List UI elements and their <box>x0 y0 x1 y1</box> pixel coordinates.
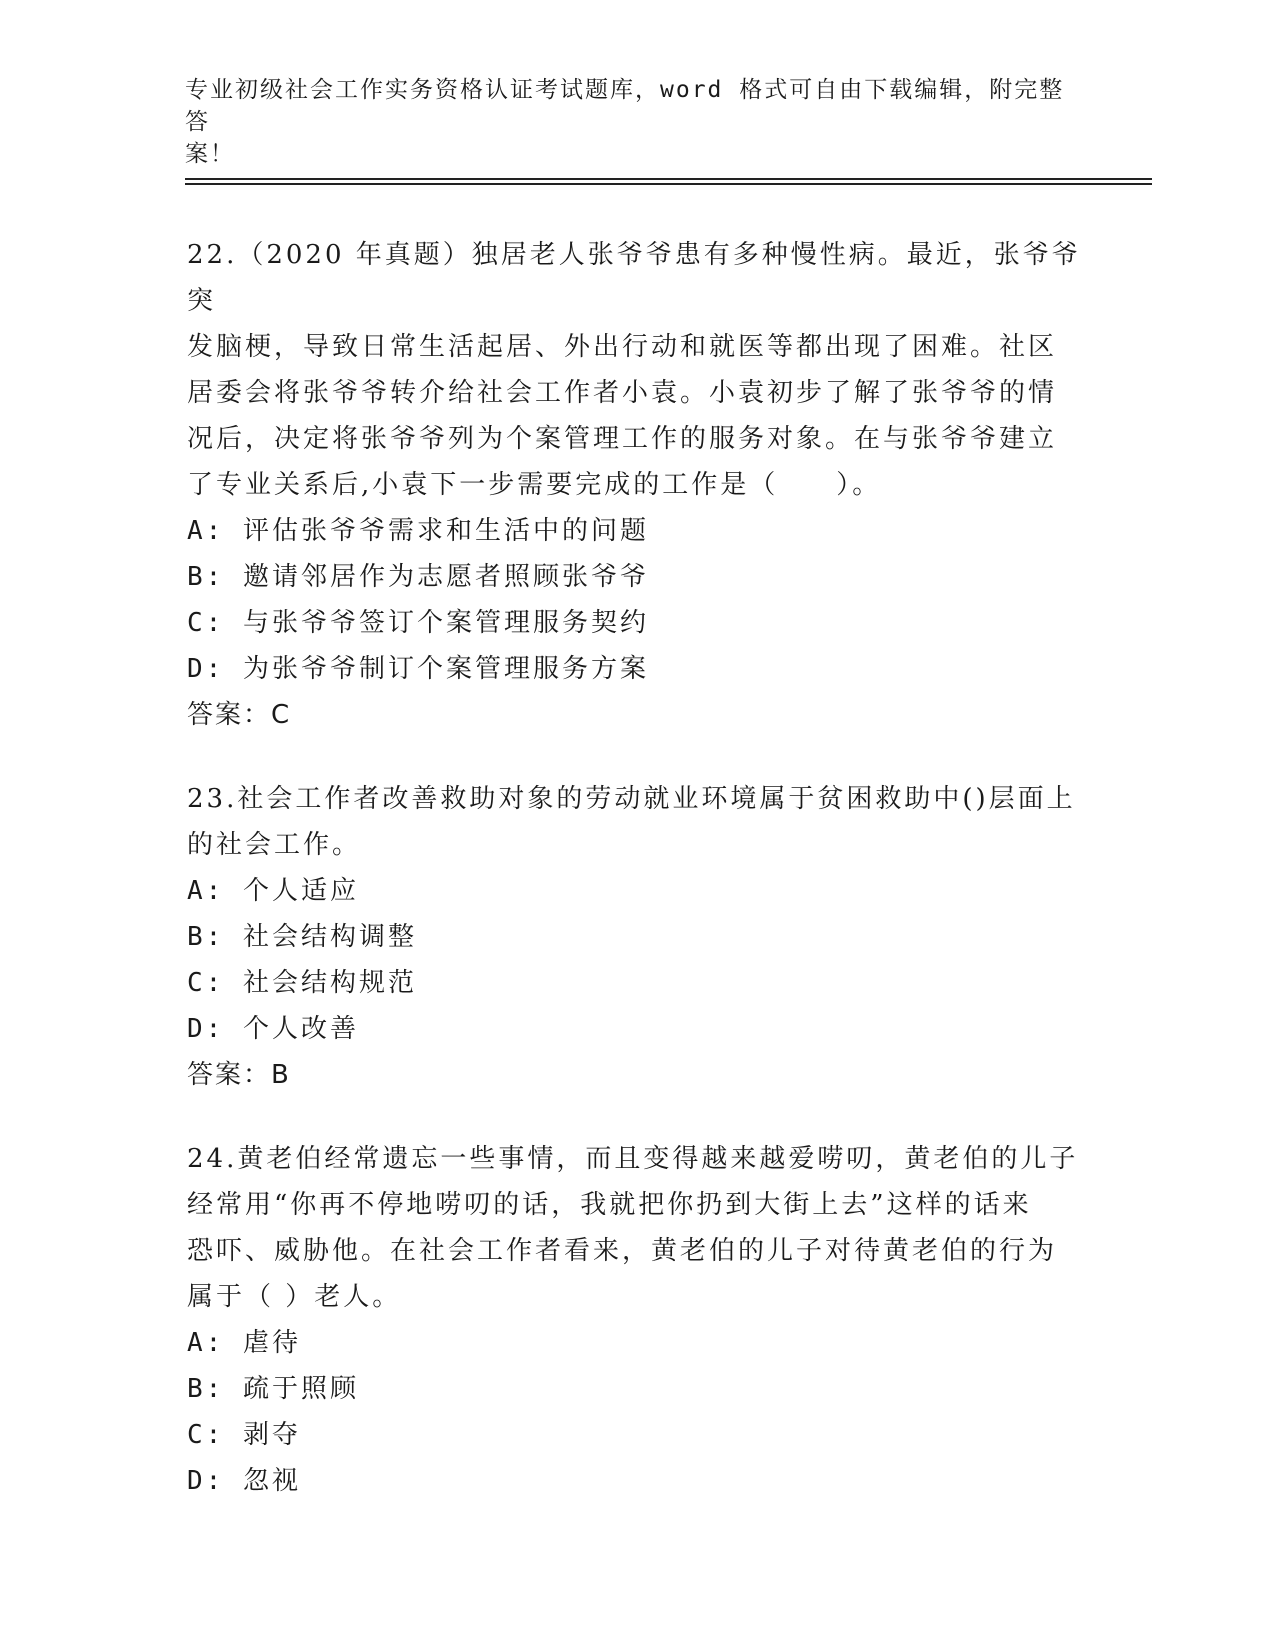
question-stem-line: 了专业关系后,小袁下一步需要完成的工作是（ ）。 <box>187 470 882 500</box>
option-a: A: 虐待 <box>187 1328 301 1358</box>
option-d: D: 忽视 <box>187 1466 301 1496</box>
option-d: D: 为张爷爷制订个案管理服务方案 <box>187 654 649 684</box>
option-d: D: 个人改善 <box>187 1014 359 1044</box>
answer-text: 答案：C <box>187 700 292 730</box>
header-line-2: 案！ <box>185 141 235 167</box>
option-b: B: 社会结构调整 <box>187 922 417 952</box>
question-stem-line: 22.（2020 年真题）独居老人张爷爷患有多种慢性病。最近，张爷爷突 <box>187 240 1081 316</box>
option-c: C: 与张爷爷签订个案管理服务契约 <box>187 608 649 638</box>
header-divider-top <box>185 178 1152 180</box>
header-divider-bottom <box>185 183 1152 185</box>
question-stem-line: 24.黄老伯经常遗忘一些事情，而且变得越来越爱唠叨，黄老伯的儿子 <box>187 1144 1079 1174</box>
question-24 <box>187 1136 1087 1504</box>
option-a: A: 个人适应 <box>187 876 359 906</box>
question-stem-line: 发脑梗，导致日常生活起居、外出行动和就医等都出现了困难。社区 <box>187 332 1058 362</box>
question-list <box>187 232 1087 1542</box>
option-b: B: 邀请邻居作为志愿者照顾张爷爷 <box>187 562 649 592</box>
option-c: C: 剥夺 <box>187 1420 301 1450</box>
option-b: B: 疏于照顾 <box>187 1374 359 1404</box>
option-c: C: 社会结构规范 <box>187 968 417 998</box>
option-a: A: 评估张爷爷需求和生活中的问题 <box>187 516 649 546</box>
document-header <box>185 74 1065 170</box>
question-23 <box>187 776 1087 1098</box>
question-stem-line: 23.社会工作者改善救助对象的劳动就业环境属于贫困救助中()层面上 <box>187 784 1076 814</box>
header-line-1: 专业初级社会工作实务资格认证考试题库，word 格式可自由下载编辑，附完整答 <box>185 77 1065 135</box>
question-stem-line: 恐吓、威胁他。在社会工作者看来，黄老伯的儿子对待黄老伯的行为 <box>187 1236 1058 1266</box>
answer-text: 答案：B <box>187 1060 291 1090</box>
question-22 <box>187 232 1087 738</box>
question-stem-line: 经常用“你再不停地唠叨的话，我就把你扔到大街上去”这样的话来 <box>187 1190 1032 1220</box>
question-stem-line: 属于（ ）老人。 <box>187 1282 402 1312</box>
question-stem-line: 居委会将张爷爷转介给社会工作者小袁。小袁初步了解了张爷爷的情 <box>187 378 1058 408</box>
question-stem-line: 的社会工作。 <box>187 830 362 860</box>
question-stem-line: 况后，决定将张爷爷列为个案管理工作的服务对象。在与张爷爷建立 <box>187 424 1058 454</box>
